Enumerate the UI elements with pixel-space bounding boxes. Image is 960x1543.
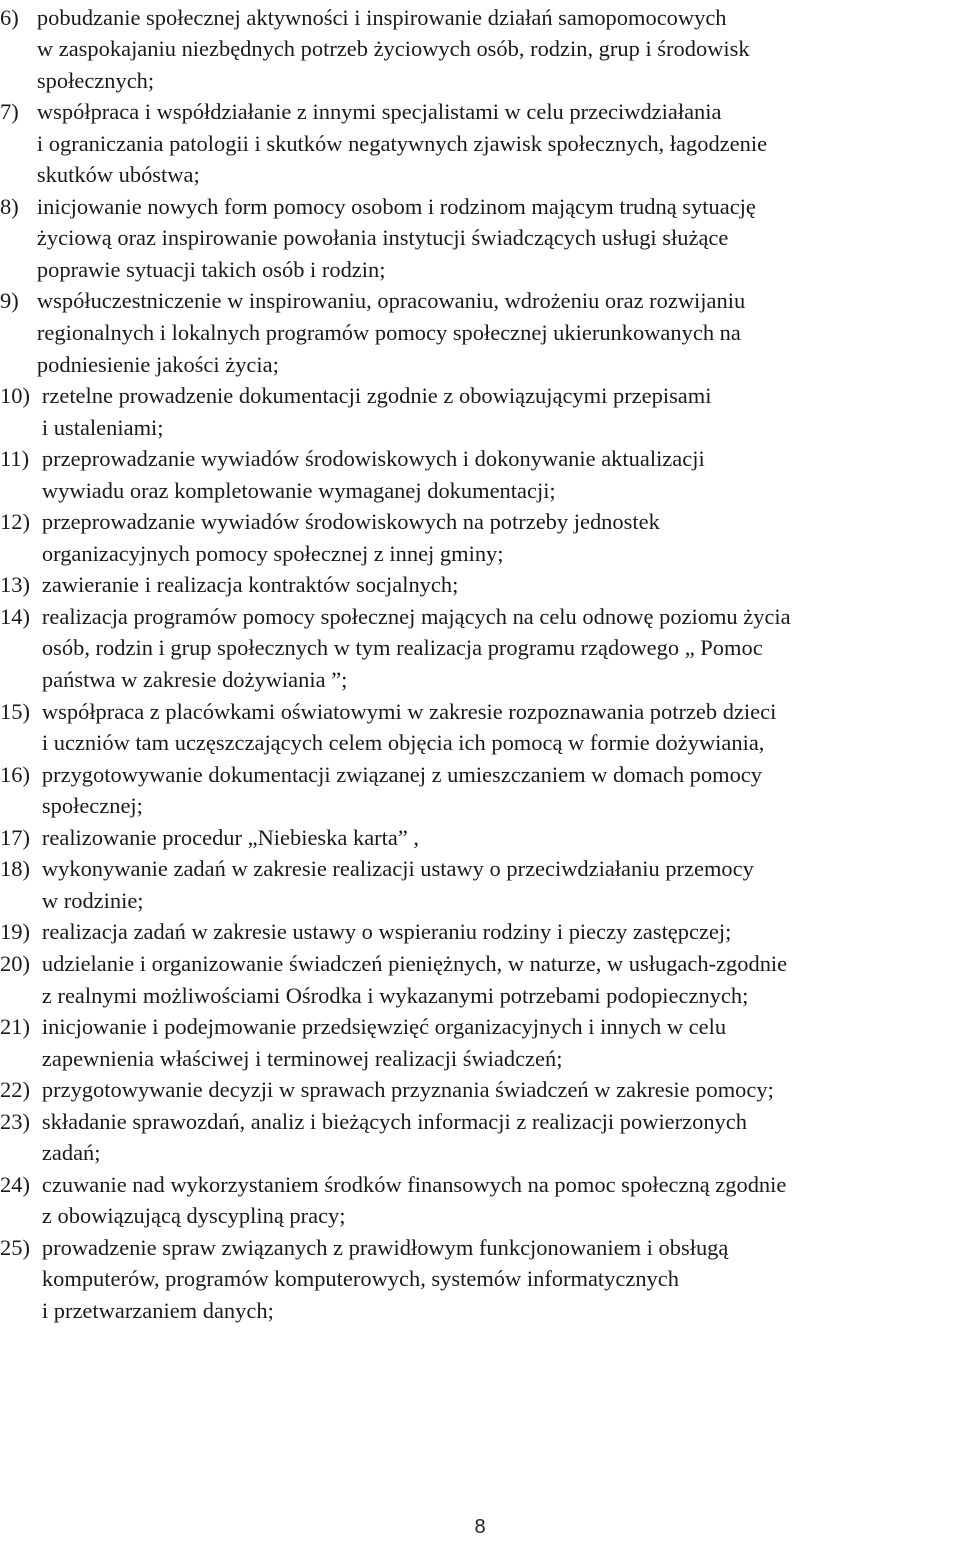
list-item-line: i ustaleniami; [41, 414, 164, 440]
list-item-line: inicjowanie i podejmowanie przedsięwzięć organizacyjnych i innych w celu [41, 1014, 727, 1040]
list-item-number: 22) [0, 1077, 30, 1103]
list-item-number: 24) [0, 1171, 30, 1197]
list-item-line: wywiadu oraz kompletowanie wymaganej dokumentacji; [41, 477, 556, 503]
list-item-number: 11) [0, 446, 30, 472]
list-item-line: społecznej; [41, 793, 143, 819]
list-item [0, 506, 960, 569]
list-item [0, 96, 960, 191]
list-item-line: prowadzenie spraw związanych z prawidłowym funkcjonowaniem i obsługą [41, 1234, 729, 1260]
list-item-number: 9) [0, 288, 19, 314]
list-item [0, 1074, 960, 1106]
list-item-line: realizowanie procedur „Niebieska karta” , [41, 824, 420, 850]
list-item [0, 1011, 960, 1074]
list-item-line: i uczniów tam uczęszczających celem objęcia ich pomocą w formie dożywiania, [41, 730, 765, 756]
list-item-line: i ograniczania patologii i skutków negatywnych zjawisk społecznych, łagodzenie [36, 130, 768, 156]
list-item-line: z realnymi możliwościami Ośrodka i wykazanymi potrzebami podopiecznych; [41, 982, 749, 1008]
list-item-number: 8) [0, 193, 19, 219]
list-item-line: pobudzanie społecznej aktywności i inspirowanie działań samopomocowych [36, 4, 727, 30]
list-item-line: państwa w zakresie dożywiania ”; [41, 667, 348, 693]
list-item-line: zapewnienia właściwej i terminowej realizacji świadczeń; [41, 1045, 563, 1071]
list-item [0, 1232, 960, 1327]
list-item-number: 6) [0, 4, 19, 30]
list-item-line: w zaspokajaniu niezbędnych potrzeb życiowych osób, rodzin, grup i środowisk [36, 36, 750, 62]
list-item-line: przygotowywanie decyzji w sprawach przyznania świadczeń w zakresie pomocy; [41, 1077, 774, 1103]
list-item-number: 14) [0, 603, 30, 629]
list-item [0, 1169, 960, 1232]
list-item-line: podniesienie jakości życia; [36, 351, 279, 377]
list-item-line: regionalnych i lokalnych programów pomocy społecznej ukierunkowanych na [36, 319, 741, 345]
list-item [0, 948, 960, 1011]
list-item-number: 15) [0, 698, 30, 724]
list-item [0, 696, 960, 759]
list-item-line: udzielanie i organizowanie świadczeń pieniężnych, w naturze, w usługach-zgodnie [41, 951, 788, 976]
list-item-line: przygotowywanie dokumentacji związanej z umieszczaniem w domach pomocy [41, 761, 763, 787]
list-item-number: 25) [0, 1234, 30, 1260]
list-item-number: 10) [0, 383, 30, 409]
list-item-line: realizacja programów pomocy społecznej mających na celu odnowę poziomu życia [41, 603, 791, 629]
list-item [0, 2, 960, 97]
list-item [0, 443, 960, 506]
list-item-line: czuwanie nad wykorzystaniem środków finansowych na pomoc społeczną zgodnie [41, 1171, 787, 1197]
page-number: 8 [474, 1516, 486, 1538]
list-item-line: poprawie sytuacji takich osób i rodzin; [36, 256, 386, 282]
list-item-line: z obowiązującą dyscypliną pracy; [41, 1203, 346, 1229]
list-item-number: 18) [0, 856, 30, 882]
list-item-number: 7) [0, 99, 19, 125]
list-item [0, 822, 960, 854]
list-item-line: osób, rodzin i grup społecznych w tym realizacja programu rządowego „ Pomoc [41, 635, 763, 661]
list-item-line: skutków ubóstwa; [36, 162, 200, 188]
list-item [0, 1106, 960, 1169]
list-item-line: realizacja zadań w zakresie ustawy o wspieraniu rodziny i pieczy zastępczej; [41, 919, 732, 945]
list-item [0, 916, 960, 948]
list-item-line: organizacyjnych pomocy społecznej z innej gminy; [41, 540, 504, 566]
list-item-line: społecznych; [36, 67, 155, 93]
list-item [0, 191, 960, 286]
list-item-line: zadań; [41, 1140, 101, 1166]
list-item-number: 13) [0, 572, 30, 598]
list-item-line: i przetwarzaniem danych; [41, 1298, 274, 1324]
list-item [0, 569, 960, 601]
list-item-line: życiową oraz inspirowanie powołania instytucji świadczących usługi służące [36, 225, 729, 251]
list-item-line: wykonywanie zadań w zakresie realizacji ustawy o przeciwdziałaniu przemocy [41, 856, 754, 882]
list-item-number: 12) [0, 509, 30, 535]
list-item-number: 20) [0, 951, 30, 976]
list-item-line: przeprowadzanie wywiadów środowiskowych na potrzeby jednostek [41, 509, 660, 535]
list-item-line: zawieranie i realizacja kontraktów socjalnych; [41, 572, 459, 598]
list-item [0, 759, 960, 822]
list-item-line: rzetelne prowadzenie dokumentacji zgodnie z obowiązującymi przepisami [41, 383, 712, 409]
list-item-number: 23) [0, 1108, 30, 1134]
list-item-line: współpraca i współdziałanie z innymi specjalistami w celu przeciwdziałania [36, 99, 722, 125]
list-item-number: 17) [0, 824, 30, 850]
list-item-line: współpraca z placówkami oświatowymi w zakresie rozpoznawania potrzeb dzieci [41, 698, 777, 724]
list-item-number: 19) [0, 919, 30, 945]
list-item-line: komputerów, programów komputerowych, systemów informatycznych [41, 1266, 679, 1292]
list-item [0, 285, 960, 380]
list-item-line: inicjowanie nowych form pomocy osobom i rodzinom mającym trudną sytuację [36, 193, 756, 219]
list-item [0, 853, 960, 916]
list-item-line: przeprowadzanie wywiadów środowiskowych i dokonywanie aktualizacji [41, 446, 705, 472]
list-item [0, 380, 960, 443]
list-item [0, 601, 960, 696]
list-item-line: współuczestniczenie w inspirowaniu, opracowaniu, wdrożeniu oraz rozwijaniu [36, 288, 746, 314]
list-item-number: 16) [0, 761, 30, 787]
list-item-number: 21) [0, 1014, 30, 1040]
list-item-line: składanie sprawozdań, analiz i bieżących informacji z realizacji powierzonych [41, 1108, 747, 1134]
list-item-line: w rodzinie; [41, 887, 144, 913]
